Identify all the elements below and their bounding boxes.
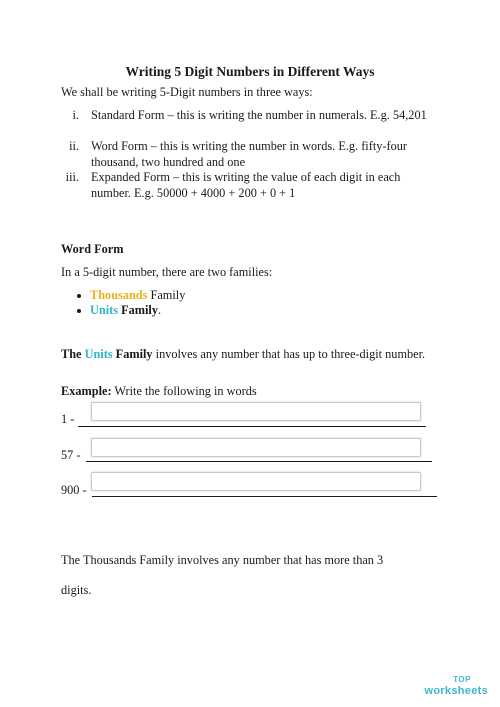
example-instruction: Write the following in words [111,384,257,398]
section-heading: Word Form [61,242,124,256]
exercise-prompt: 57 - [61,448,81,462]
brand-logo [424,676,488,697]
answer-input-1[interactable] [91,402,421,421]
bullet-icon [77,309,81,313]
list-number: iii. [65,170,79,184]
family-label: Family [118,303,158,317]
logo-top: TOP [453,675,471,684]
list-number: ii. [69,139,79,153]
answer-input-2[interactable] [91,438,421,457]
family-label: Family [112,347,153,361]
thousands-family-text: digits. [61,583,92,597]
page-title: Writing 5 Digit Numbers in Different Ways [125,64,375,79]
bullet-icon [77,294,81,298]
families-intro: In a 5-digit number, there are two families: [61,265,273,279]
exercise-prompt: 900 - [61,483,87,497]
list-text: Expanded Form – this is writing the value of each digit in each number. E.g. 50000 + 4000 + 200 + 0 + 1 [91,170,401,200]
list-number: i. [72,108,79,122]
answer-underline [78,426,426,427]
list-text: Word Form – this is writing the number in words. E.g. fifty-four thousand, two hundred and one [91,139,407,169]
intro-text: We shall be writing 5-Digit numbers in three ways: [61,85,313,99]
units-family-paragraph [61,347,441,363]
family-label: Family [147,288,186,302]
thousands-highlight: Thousands [90,288,148,302]
answer-input-3[interactable] [91,472,421,491]
answer-underline [86,461,432,462]
thousands-family-text: The Thousands Family involves any number that has more than 3 [61,553,384,567]
paragraph-text: involves any number that has up to three-digit number. [152,347,426,361]
answer-underline [92,496,437,497]
exercise-prompt: 1 - [61,412,75,426]
example-label: Example: [61,384,112,398]
logo-name: worksheets [424,685,488,697]
period: . [158,303,162,317]
the-label: The [61,347,85,361]
units-highlight: Units [90,303,119,317]
example-line [61,384,257,400]
list-text: Standard Form – this is writing the number in numerals. E.g. 54,201 [91,108,427,122]
units-highlight: Units [84,347,113,361]
